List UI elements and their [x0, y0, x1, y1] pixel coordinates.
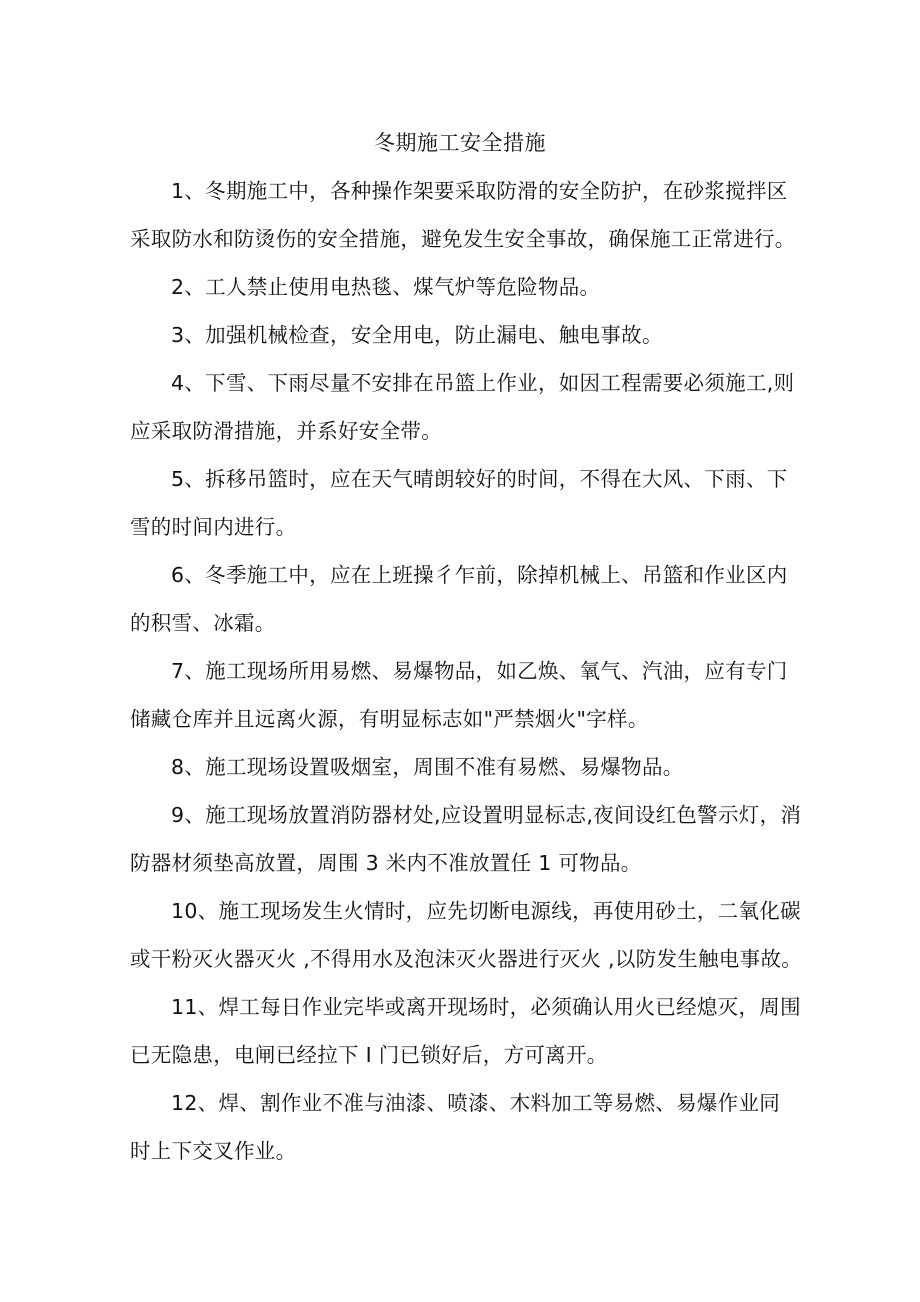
paragraph-line: 11、焊工每日作业完毕或离开现场时，必须确认用火已经熄灭，周围	[171, 995, 801, 1019]
paragraph-line: 储藏仓库并且远离火源，有明显标志如"严禁烟火"字样。	[130, 707, 649, 731]
paragraph-1	[130, 176, 820, 255]
paragraph-3	[130, 320, 820, 351]
paragraph-line: 已无隐患，电闸已经拉下 I 门已锁好后，方可离开。	[130, 1043, 608, 1067]
paragraph-line: 5、拆移吊篮时，应在天气晴朗较好的时间，不得在大风、下雨、下	[171, 467, 788, 491]
paragraph-line: 6、冬季施工中，应在上班操彳乍前，除掉机械上、吊篮和作业区内	[171, 563, 788, 587]
document-body	[130, 176, 820, 1184]
paragraph-line: 12、焊、割作业不准与油漆、喷漆、木料加工等易燃、易爆作业同	[171, 1091, 781, 1115]
paragraph-8	[130, 752, 820, 783]
paragraph-line: 时上下交叉作业。	[130, 1139, 297, 1163]
paragraph-6	[130, 560, 820, 639]
paragraph-7	[130, 656, 820, 735]
paragraph-line: 7、施工现场所用易燃、易爆物品，如乙焕、氧气、汽油，应有专门	[171, 659, 788, 683]
paragraph-line: 9、施工现场放置消防器材处,应设置明显标志,夜间设红色警示灯，消	[171, 803, 802, 827]
paragraph-line: 8、施工现场设置吸烟室，周围不准有易燃、易爆物品。	[171, 755, 684, 779]
paragraph-line: 雪的时间内进行。	[130, 515, 297, 539]
paragraph-line: 4、下雪、下雨尽量不安排在吊篮上作业，如因工程需要必须施工,则	[171, 371, 795, 395]
document-title: 冬期施工安全措施	[374, 131, 546, 155]
paragraph-line: 3、加强机械检查，安全用电，防止漏电、触电事故。	[171, 323, 663, 347]
paragraph-12	[130, 1088, 820, 1167]
paragraph-10	[130, 896, 820, 975]
paragraph-line: 2、工人禁止使用电热毯、煤气炉等危险物品。	[171, 275, 601, 299]
paragraph-5	[130, 464, 820, 543]
paragraph-2	[130, 272, 820, 303]
paragraph-9	[130, 800, 820, 879]
paragraph-line: 1、冬期施工中，各种操作架要采取防滑的安全防护，在砂浆搅拌区	[171, 179, 788, 203]
paragraph-line: 的积雪、冰霜。	[130, 611, 276, 635]
paragraph-11	[130, 992, 820, 1071]
paragraph-line: 应采取防滑措施，并系好安全带。	[130, 419, 442, 443]
paragraph-line: 或干粉灭火器灭火 ,不得用水及泡沫灭火器进行灭火 ,以防发生触电事故。	[130, 947, 803, 971]
paragraph-line: 采取防水和防烫伤的安全措施，避免发生安全事故，确保施工正常进行。	[130, 227, 796, 251]
paragraph-line: 防器材须垫高放置，周围 3 米内不准放置任 1 可物品。	[130, 851, 642, 875]
paragraph-line: 10、施工现场发生火情时，应先切断电源线，再使用砂土，二氧化碳	[171, 899, 801, 923]
paragraph-4	[130, 368, 820, 447]
